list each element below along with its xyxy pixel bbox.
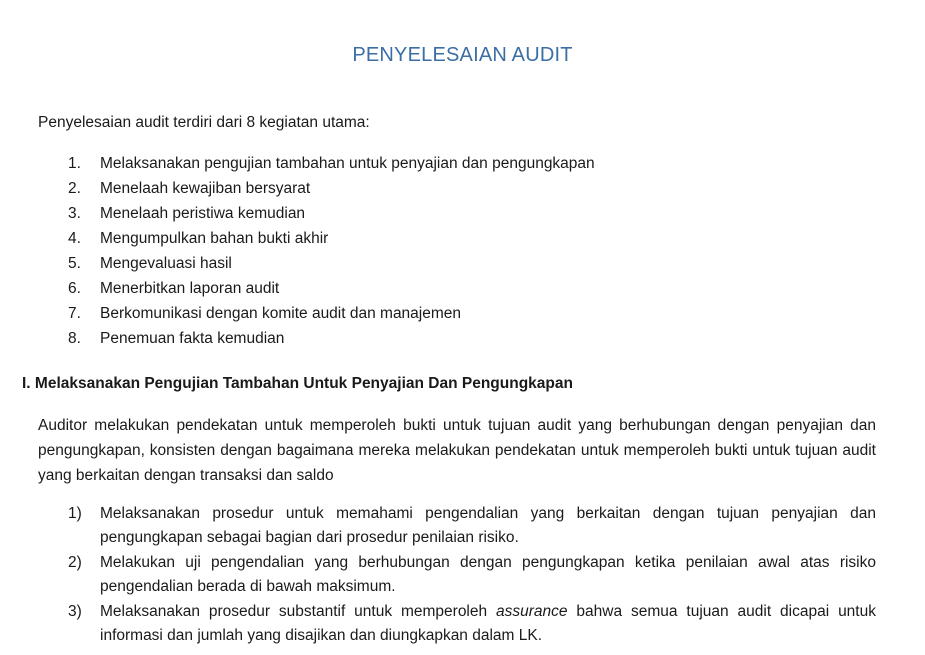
list-item-number: 5. xyxy=(68,255,81,272)
list-item-number: 3. xyxy=(68,205,81,222)
list-item-number: 7. xyxy=(68,305,81,322)
list-item xyxy=(68,600,876,648)
list-item-text xyxy=(100,600,876,648)
text-segment: bahwa semua tujuan audit dicapai untuk informasi dan jumlah yang disajikan dan diungkapkan dalam LK. xyxy=(100,603,876,644)
section-paragraph: Auditor melakukan pendekatan untuk memperoleh bukti untuk tujuan audit yang berhubungan dengan penyajian dan pengungkapan, konsisten dengan bagaimana mereka melakukan pendekatan untuk memperoleh bukti untuk tujuan audit yang berkaitan dengan transaksi dan saldo xyxy=(38,417,876,484)
list-item-number: 2) xyxy=(68,554,82,571)
list-item xyxy=(68,551,876,599)
list-item xyxy=(68,502,876,550)
list-item-number: 3) xyxy=(68,603,82,620)
list-item-text: Melaksanakan prosedur untuk memahami pengendalian yang berkaitan dengan tujuan penyajian dan pengungkapan sebagai bagian dari prosedur penilaian risiko. xyxy=(100,505,876,546)
list-item-number: 6. xyxy=(68,280,81,297)
list-item-text: Menelaah peristiwa kemudian xyxy=(100,205,306,222)
list-item-number: 4. xyxy=(68,230,81,247)
list-item xyxy=(68,226,595,251)
italic-term: assurance xyxy=(496,603,568,620)
list-item xyxy=(68,276,595,301)
list-item-text: Mengumpulkan bahan bukti akhir xyxy=(100,230,329,247)
list-item xyxy=(68,151,595,176)
text-segment: Melaksanakan prosedur substantif untuk memperoleh xyxy=(100,603,497,620)
list-item-text: Berkomunikasi dengan komite audit dan manajemen xyxy=(100,305,462,322)
activities-list xyxy=(68,151,595,351)
list-item-text: Mengevaluasi hasil xyxy=(100,255,232,272)
list-item-text: Penemuan fakta kemudian xyxy=(100,330,285,347)
list-item-number: 2. xyxy=(68,180,81,197)
list-item-number: 8. xyxy=(68,330,81,347)
intro-text: Penyelesaian audit terdiri dari 8 kegiatan utama: xyxy=(38,114,370,131)
list-item-text: Melakukan uji pengendalian yang berhubungan dengan pengungkapan ketika penilaian awal atas risiko pengendalian berada di bawah maksimum. xyxy=(100,554,876,595)
page-title: PENYELESAIAN AUDIT xyxy=(352,44,573,66)
list-item-text: Melaksanakan pengujian tambahan untuk penyajian dan pengungkapan xyxy=(100,155,595,172)
list-item xyxy=(68,201,595,226)
list-item xyxy=(68,251,595,276)
list-item-number: 1. xyxy=(68,155,81,172)
section-heading: I. Melaksanakan Pengujian Tambahan Untuk Penyajian Dan Pengungkapan xyxy=(22,375,573,392)
list-item xyxy=(68,301,595,326)
list-item-number: 1) xyxy=(68,505,82,522)
list-item-text: Menerbitkan laporan audit xyxy=(100,280,280,297)
procedure-list xyxy=(68,502,876,649)
list-item xyxy=(68,176,595,201)
list-item-text: Menelaah kewajiban bersyarat xyxy=(100,180,311,197)
list-item xyxy=(68,326,595,351)
